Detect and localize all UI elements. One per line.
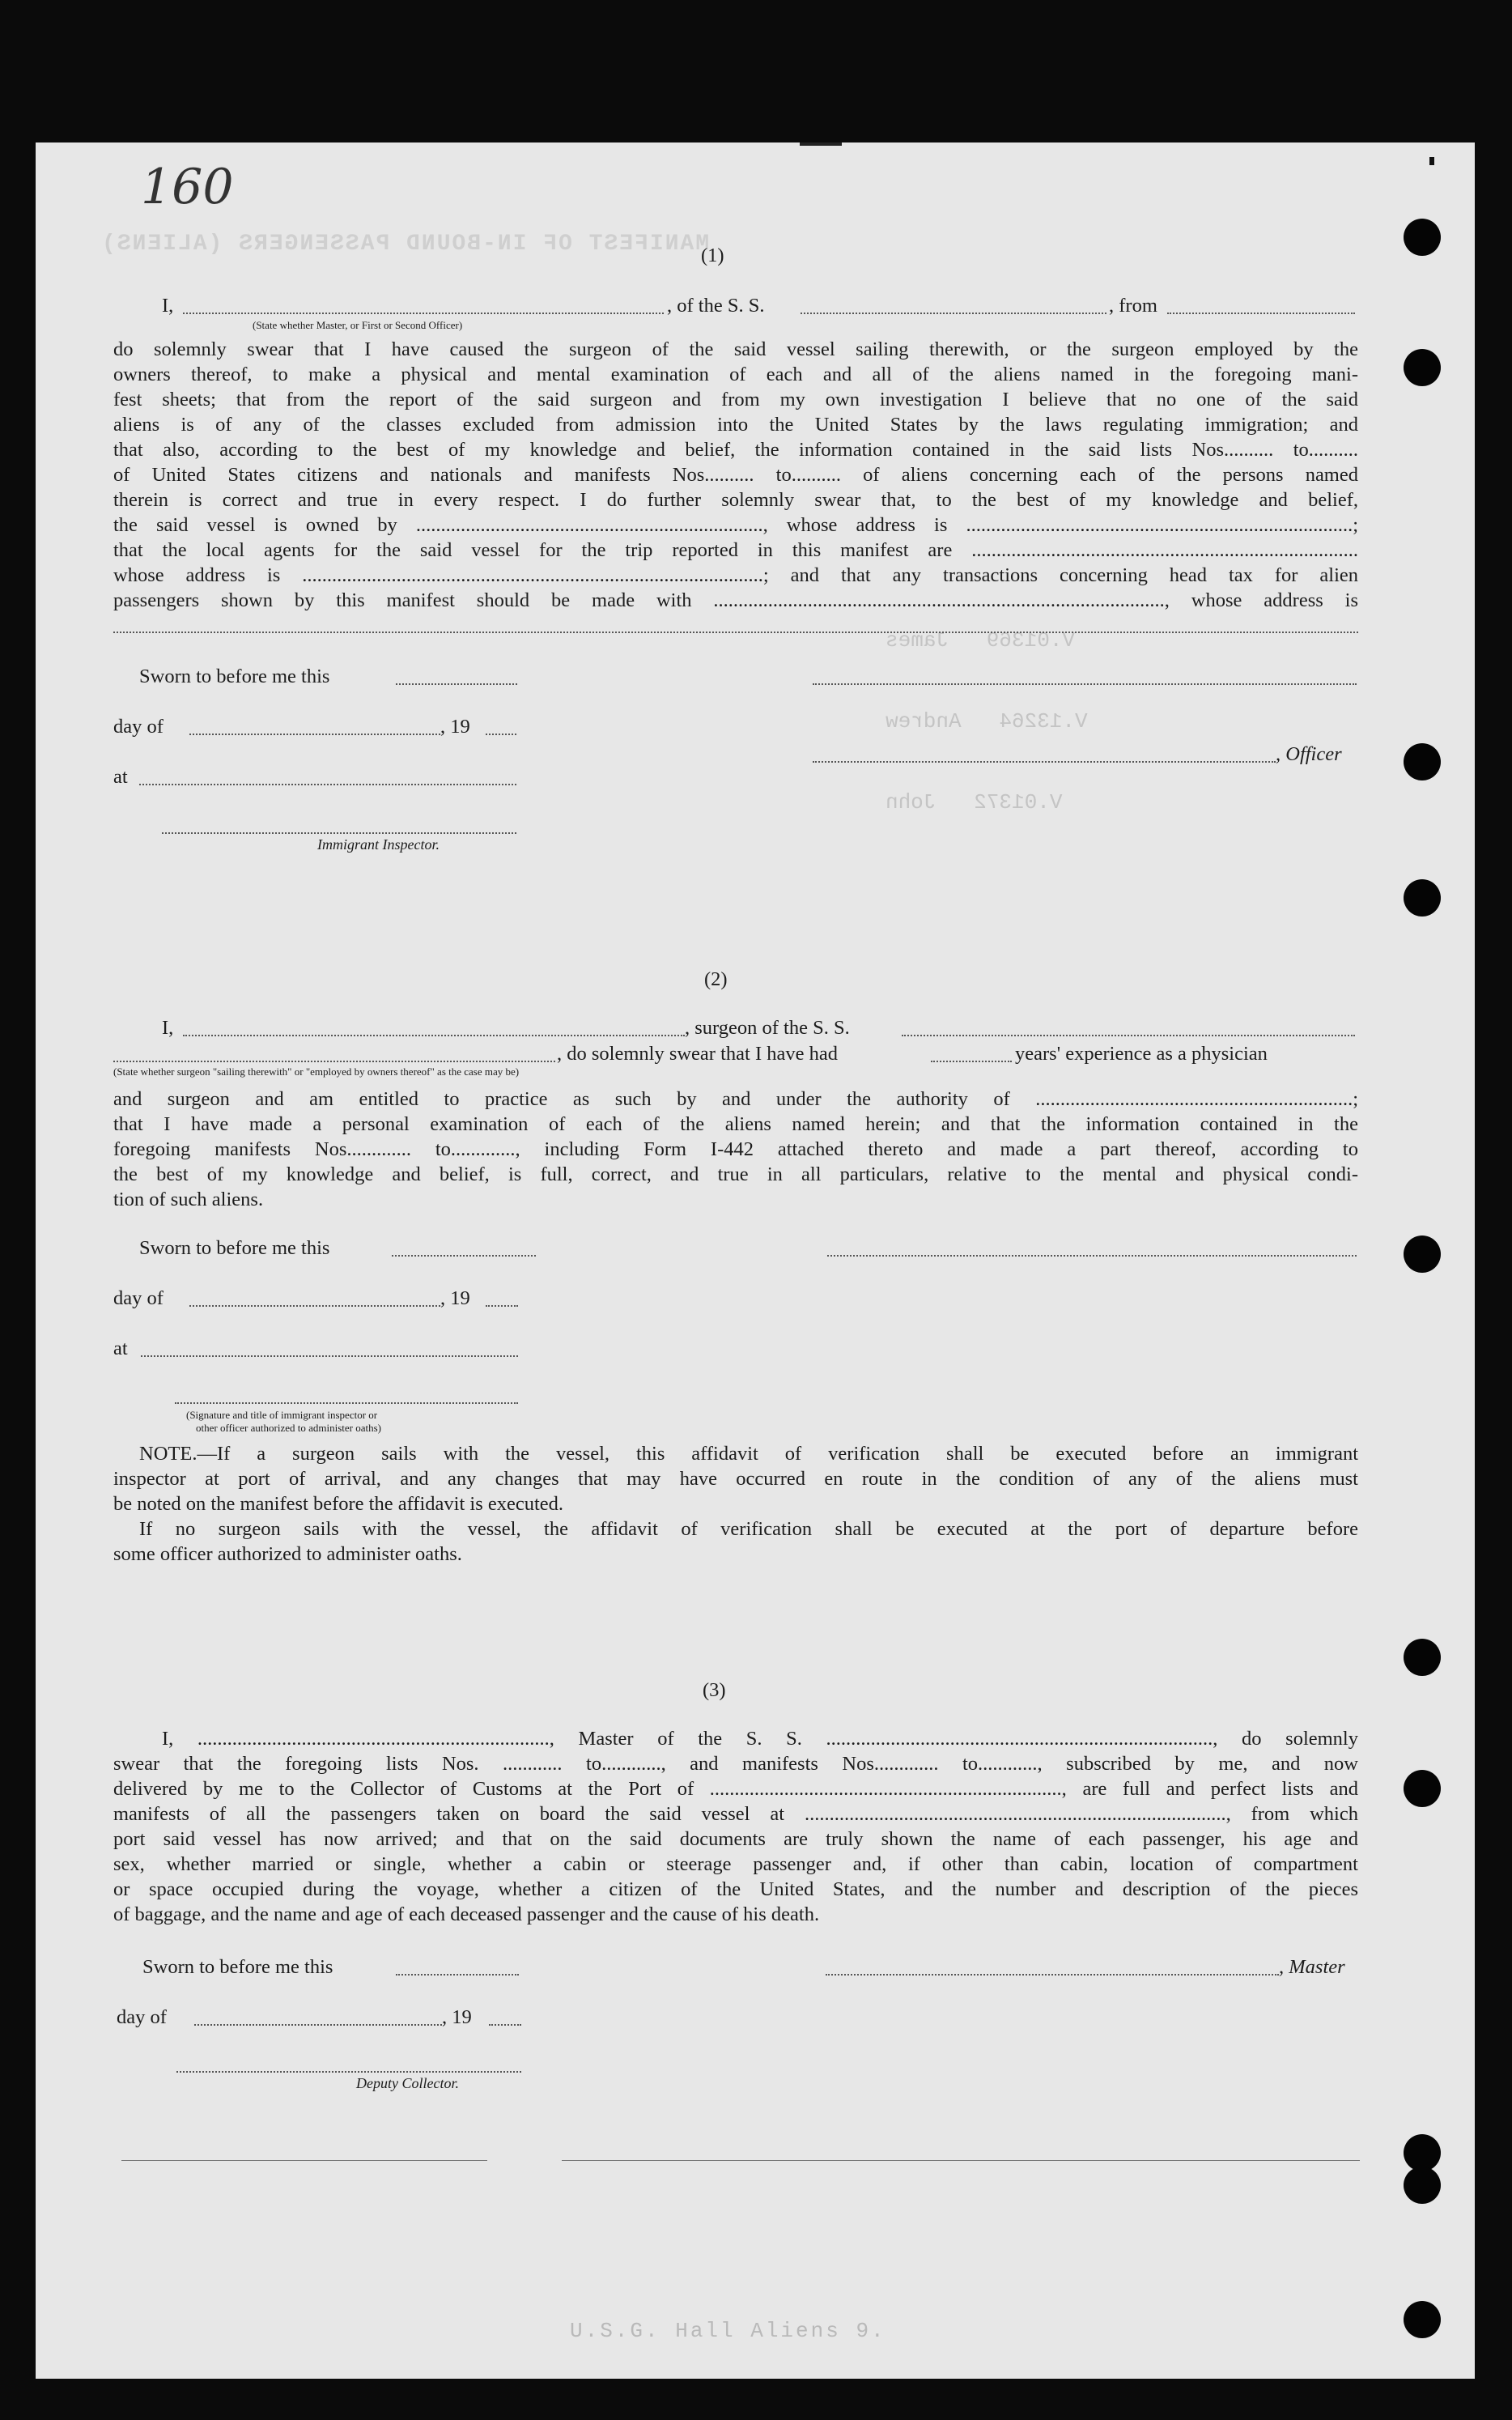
section1-intro-i: I, — [162, 295, 174, 317]
address-continuation-field[interactable] — [113, 632, 1358, 633]
years-experience-field[interactable] — [931, 1061, 1012, 1062]
handwritten-number: 160 — [141, 159, 234, 215]
punch-hole — [1404, 219, 1441, 256]
section1-at: at — [113, 766, 128, 788]
section2-i: I, — [162, 1017, 174, 1039]
punch-hole — [1404, 1639, 1441, 1676]
punch-hole — [1404, 2167, 1441, 2204]
master-name-field[interactable] — [183, 313, 664, 314]
punch-hole — [1404, 1236, 1441, 1273]
section2-surgeon-signature-field[interactable] — [827, 1255, 1357, 1257]
section2-day-of: day of — [113, 1287, 164, 1309]
section3-year: , 19 — [442, 2006, 472, 2028]
section2-sworn-date-field[interactable] — [392, 1255, 536, 1257]
punch-hole — [1404, 1770, 1441, 1807]
section3-deputy-label: Deputy Collector. — [356, 2075, 459, 2091]
section2-note: NOTE.—If a surgeon sails with the vessel, this affidavit of verification shall be executed before an immigrant inspector at port of arrival, and any changes that may have occurred en route in the condition of any of the aliens must be noted on the manifest before the affidavit is executed. If no surgeon sails with the vessel, the affidavit of verification shall be executed at the port of departure before some officer authorized to administer oaths. — [113, 1443, 1358, 1565]
section1-officer-signature-field[interactable] — [813, 683, 1357, 685]
section1-number: (1) — [701, 245, 724, 266]
section3-day-field[interactable] — [194, 2024, 442, 2026]
section1-intro-ship: , of the S. S. — [667, 295, 765, 317]
manifest-page — [36, 142, 1475, 2379]
section2-ship-field[interactable] — [902, 1035, 1355, 1036]
section3-deputy-line[interactable] — [176, 2071, 521, 2073]
section1-officer-line[interactable] — [813, 761, 1276, 763]
section2-at-field[interactable] — [141, 1355, 518, 1357]
section2-sig-note-1: (Signature and title of immigrant inspector or — [186, 1409, 378, 1421]
section3-sworn: Sworn to before me this — [142, 1956, 333, 1978]
bleed-through-text: V.01369 James — [886, 628, 1076, 653]
section3-sworn-date-field[interactable] — [396, 1974, 519, 1976]
from-port-field[interactable] — [1167, 313, 1355, 314]
section1-day-of: day of — [113, 716, 164, 738]
section1-body: do solemnly swear that I have caused the surgeon of the said vessel sailing therewith, or the surgeon employed by the owners thereof, to make a physical and mental examination of each and all of the aliens named in the foregoing mani- fest sheets; that from the report of the said surgeon and from my own investigation I believe that no one of the said aliens is of any of the classes excluded from admission into the United States by the laws regulating immigration; and that also, according to the best of my knowledge and belief, the information contained in the said lists Nos.......... to.......... of United States citizens and nationals and manifests Nos.......... to.......... of aliens concerning each of the persons named therein is correct and true in every respect. I do further solemnly swear that, to the best of my knowledge and belief, the said vessel is owned by ......................................................................, whose address is ..............................................................................; that the local agents for the said vessel for the trip reported in this manifest are .............................................................................. whose address is .............................................................................................; and that any transactions concerning head tax for alien passengers shown by this manifest should be made with ..........................................................................................., whose address is — [113, 338, 1358, 611]
section2-year: , 19 — [440, 1287, 470, 1309]
section2-status-note: (State whether surgeon "sailing therewith" or "employed by owners thereof" as the case may be) — [113, 1065, 520, 1078]
bleed-through-text: MANIFEST OF IN-BOUND PASSENGERS (ALIENS) — [100, 232, 710, 257]
section1-officer-label: , Officer — [1276, 743, 1342, 765]
section1-inspector-line[interactable] — [162, 832, 516, 834]
section3-year-field[interactable] — [489, 2024, 521, 2026]
section1-rank-note: (State whether Master, or First or Second Officer) — [253, 319, 463, 331]
section3-master-signature-field[interactable] — [826, 1974, 1279, 1976]
top-ink-mark — [800, 142, 842, 146]
section2-sworn: Sworn to before me this — [139, 1237, 330, 1259]
corner-mark — [1429, 157, 1434, 165]
bottom-rule-left — [121, 2160, 487, 2161]
surgeon-name-field[interactable] — [183, 1035, 685, 1036]
section2-day-field[interactable] — [189, 1305, 440, 1307]
section1-at-field[interactable] — [139, 784, 516, 785]
section1-intro-from: , from — [1109, 295, 1157, 317]
section1-year: , 19 — [440, 716, 470, 738]
section1-inspector-label: Immigrant Inspector. — [317, 836, 440, 853]
section2-swear: , do solemnly swear that I have had — [557, 1043, 838, 1065]
footer-imprint: U.S.G. Hall Aliens 9. — [570, 2319, 886, 2343]
punch-hole — [1404, 2301, 1441, 2338]
section2-sig-note-2: other officer authorized to administer oaths) — [196, 1422, 381, 1434]
section2-at: at — [113, 1338, 128, 1359]
section1-day-field[interactable] — [189, 734, 440, 735]
surgeon-status-field[interactable] — [113, 1061, 555, 1062]
section3-day-of: day of — [117, 2006, 167, 2028]
section2-body: and surgeon and am entitled to practice as such by and under the authority of ................................................................; that I have made a personal examination of each of the aliens named herein; and that the information contained in the foregoing manifests Nos............. to............., including Form I-442 attached thereto and made a part thereof, according to the best of my knowledge and belief, is full, correct, and true in all particulars, relative to the mental and physical condi- tion of such aliens. — [113, 1088, 1358, 1210]
bleed-through-text: V.13264 Andrew — [886, 709, 1088, 734]
section1-sworn: Sworn to before me this — [139, 666, 330, 687]
bleed-through-text: V.01372 John — [886, 790, 1063, 814]
section2-number: (2) — [704, 968, 728, 990]
section2-years-label: years' experience as a physician — [1015, 1043, 1268, 1065]
bottom-rule-right — [562, 2160, 1360, 2161]
ship-name-field[interactable] — [801, 313, 1106, 314]
section3-body: I, ......................................................................., Master of the S. S. .............................................................................., do solemnly swear that the foregoing lists Nos. ............ to............, and manifests Nos............. to............, subscribed by me, and now delivered by me to the Collector of Customs at the Port of ......................................................................., are full and perfect lists and manifests of all the passengers taken on board the said vessel at ....................................................................................., from which port said vessel has now arrived; and that on the said documents are truly shown the name of each passenger, his age and sex, whether married or single, whether a cabin or steerage passenger and, if other than cabin, location of compartment or space occupied during the voyage, whether a citizen of the United States, and the number and description of the pieces of baggage, and the name and age of each deceased passenger and the cause of his death. — [113, 1728, 1358, 1925]
section3-number: (3) — [703, 1679, 726, 1701]
section2-year-field[interactable] — [486, 1305, 518, 1307]
section2-inspector-line[interactable] — [175, 1402, 518, 1404]
section1-year-field[interactable] — [486, 734, 516, 735]
punch-hole — [1404, 879, 1441, 917]
punch-hole — [1404, 743, 1441, 780]
section2-surgeon-of: , surgeon of the S. S. — [685, 1017, 850, 1039]
section1-sworn-date-field[interactable] — [396, 683, 517, 685]
section3-master-label: , Master — [1279, 1956, 1345, 1978]
punch-hole — [1404, 349, 1441, 386]
